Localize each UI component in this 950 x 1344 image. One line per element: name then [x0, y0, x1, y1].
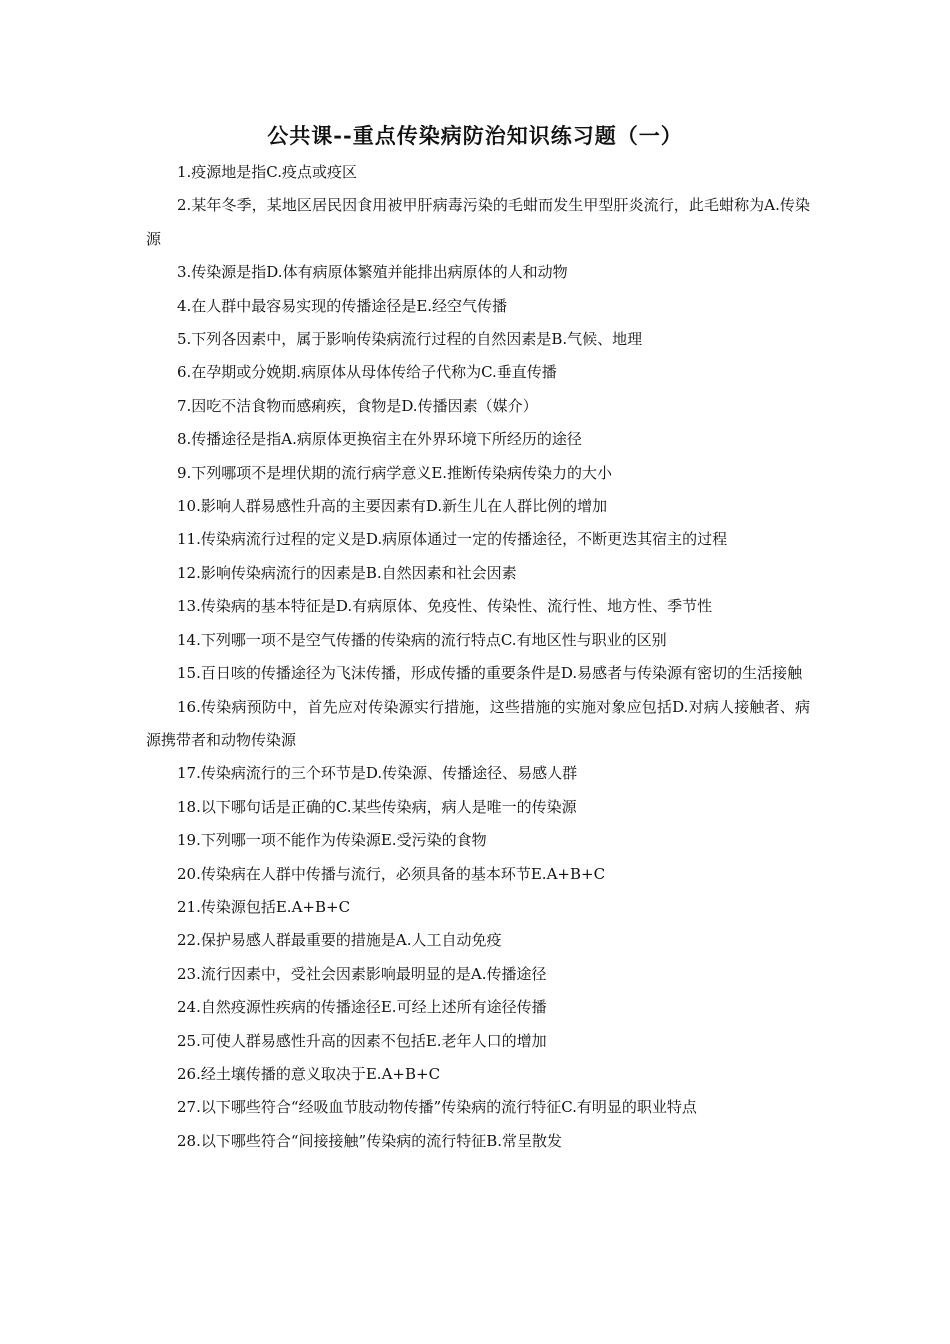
question-item: 23.流行因素中，受社会因素影响最明显的是A.传播途径 — [177, 964, 547, 983]
question-item: 18.以下哪句话是正确的C.某些传染病，病人是唯一的传染源 — [177, 797, 577, 816]
question-item: 22.保护易感人群最重要的措施是A.人工自动免疫 — [177, 931, 502, 950]
question-item: 24.自然疫源性疾病的传播途径E.可经上述所有途径传播 — [177, 998, 547, 1017]
question-item: 7.因吃不洁食物而感痢疾，食物是D.传播因素（媒介） — [177, 396, 538, 415]
question-item: 8.传播途径是指A.病原体更换宿主在外界环境下所经历的途径 — [177, 430, 582, 449]
question-item: 5.下列各因素中，属于影响传染病流行过程的自然因素是B.气候、地理 — [177, 330, 643, 349]
question-item: 6.在孕期或分娩期.病原体从母体传给子代称为C.垂直传播 — [177, 363, 557, 382]
question-item: 3.传染源是指D.体有病原体繁殖并能排出病原体的人和动物 — [177, 263, 568, 282]
question-item: 20.传染病在人群中传播与流行，必须具备的基本环节E.A+B+C — [177, 864, 606, 883]
question-item: 21.传染源包括E.A+B+C — [177, 897, 351, 916]
question-item: 1.疫源地是指C.疫点或疫区 — [177, 163, 358, 181]
question-item: 9.下列哪项不是埋伏期的流行病学意义E.推断传染病传染力的大小 — [177, 463, 613, 482]
question-item: 10.影响人群易感性升高的主要因素有D.新生儿在人群比例的增加 — [177, 497, 608, 516]
question-item: 14.下列哪一项不是空气传播的传染病的流行特点C.有地区性与职业的区别 — [177, 630, 667, 649]
question-item: 13.传染病的基本特征是D.有病原体、免疫性、传染性、流行性、地方性、季节性 — [177, 597, 713, 616]
question-item: 27.以下哪些符合“经吸血节肢动物传播”传染病的流行特征C.有明显的职业特点 — [177, 1098, 697, 1117]
document-title: 公共课--重点传染病防治知识练习题（一） — [267, 123, 683, 148]
question-item: 4.在人群中最容易实现的传播途径是E.经空气传播 — [177, 296, 508, 315]
question-item: 11.传染病流行过程的定义是D.病原体通过一定的传播途径，不断更迭其宿主的过程 — [177, 530, 728, 549]
question-list — [146, 156, 810, 1158]
question-item: 2.某年冬季，某地区居民因食用被甲肝病毒污染的毛蚶而发生甲型肝炎流行，此毛蚶称为A.传染源 — [146, 196, 810, 248]
question-item: 12.影响传染病流行的因素是B.自然因素和社会因素 — [177, 563, 517, 582]
question-item: 17.传染病流行的三个环节是D.传染源、传播途径、易感人群 — [177, 764, 578, 783]
question-item: 28.以下哪些符合“间接接触”传染病的流行特征B.常呈散发 — [177, 1131, 562, 1150]
question-item: 15.百日咳的传播途径为飞沫传播，形成传播的重要条件是D.易感者与传染源有密切的生活接触 — [177, 664, 803, 683]
question-item: 25.可使人群易感性升高的因素不包括E.老年人口的增加 — [177, 1031, 547, 1050]
question-item: 19.下列哪一项不能作为传染源E.受污染的食物 — [177, 831, 487, 850]
question-item: 16.传染病预防中，首先应对传染源实行措施，这些措施的实施对象应包括D.对病人接触者、病源携带者和动物传染源 — [146, 697, 810, 749]
question-item: 26.经土壤传播的意义取决于E.A+B+C — [177, 1064, 441, 1083]
